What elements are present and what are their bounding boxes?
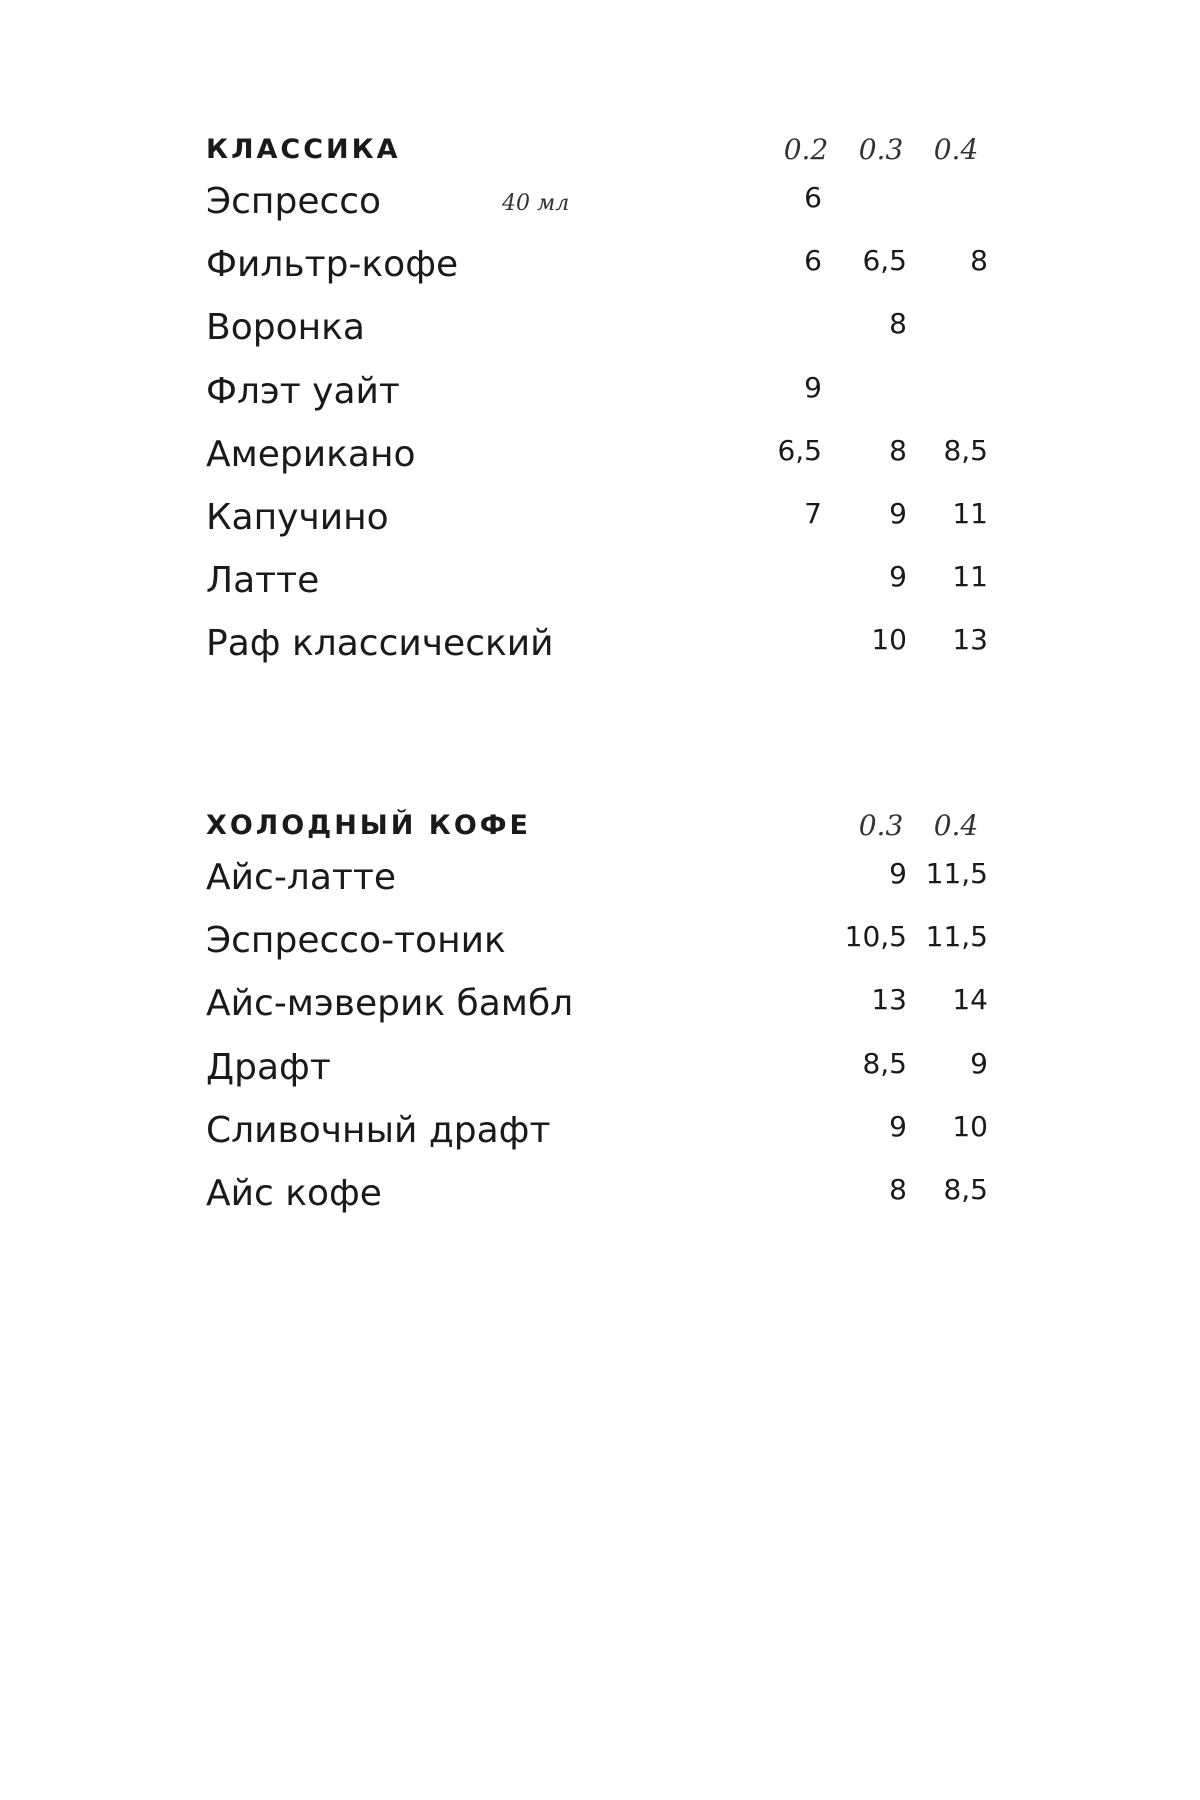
item-price: 6 bbox=[804, 181, 822, 214]
item-price: 8 bbox=[970, 244, 988, 278]
item-price: 10 bbox=[871, 623, 907, 657]
item-price: 8,5 bbox=[943, 433, 988, 467]
item-price: 6,5 bbox=[777, 433, 822, 467]
item-price: 9 bbox=[889, 1109, 907, 1143]
menu-item bbox=[206, 1101, 1026, 1164]
item-price: 10 bbox=[952, 1109, 988, 1143]
item-price: 11 bbox=[952, 496, 988, 530]
menu-item bbox=[206, 172, 1026, 235]
item-price: 11 bbox=[952, 560, 988, 594]
menu-item bbox=[206, 298, 1026, 361]
menu-item bbox=[206, 551, 1026, 614]
item-price: 13 bbox=[952, 623, 988, 657]
item-name: Эспрессо-тоник bbox=[206, 920, 506, 962]
item-price: 8 bbox=[889, 1172, 907, 1206]
item-name: Фильтр-кофе bbox=[206, 244, 459, 286]
section-title: ХОЛОДНЫЙ КОФЕ bbox=[206, 810, 532, 841]
item-name: Флэт уайт bbox=[206, 370, 400, 412]
item-price: 8,5 bbox=[862, 1046, 907, 1080]
item-name: Латте bbox=[206, 560, 320, 602]
size-label: 0.4 bbox=[933, 809, 979, 842]
menu-item bbox=[206, 614, 1026, 677]
item-price: 11,5 bbox=[925, 920, 988, 954]
menu-item-list bbox=[206, 172, 1026, 678]
item-name: Айс кофе bbox=[206, 1172, 382, 1214]
size-label: 0.4 bbox=[933, 133, 979, 166]
item-name: Раф классический bbox=[206, 623, 554, 665]
menu-item bbox=[206, 362, 1026, 425]
item-name: Айс-мэверик бамбл bbox=[206, 983, 574, 1025]
section-header bbox=[206, 128, 1026, 172]
size-label: 0.3 bbox=[858, 809, 904, 842]
item-name: Сливочный драфт bbox=[206, 1109, 551, 1151]
menu-item bbox=[206, 848, 1026, 911]
item-price: 6,5 bbox=[862, 244, 907, 278]
section-title: КЛАССИКА bbox=[206, 134, 401, 165]
item-name: Айс-латте bbox=[206, 857, 396, 898]
item-price: 7 bbox=[804, 496, 822, 530]
item-price: 9 bbox=[889, 560, 907, 594]
menu-item bbox=[206, 974, 1026, 1037]
item-name: Воронка bbox=[206, 307, 365, 349]
item-name: Капучино bbox=[206, 496, 389, 538]
size-label: 0.2 bbox=[783, 133, 829, 166]
item-name: Эспрессо bbox=[206, 181, 382, 222]
item-price: 14 bbox=[952, 983, 988, 1017]
item-price: 9 bbox=[970, 1046, 988, 1080]
section-classic bbox=[206, 128, 1026, 678]
item-price: 9 bbox=[804, 370, 822, 404]
section-cold-coffee bbox=[206, 804, 1026, 1227]
menu-item bbox=[206, 488, 1026, 551]
menu-item bbox=[206, 1164, 1026, 1227]
item-price: 9 bbox=[889, 496, 907, 530]
item-name: Американо bbox=[206, 433, 416, 475]
item-price: 8 bbox=[889, 433, 907, 467]
item-price: 6 bbox=[804, 244, 822, 278]
menu-item bbox=[206, 235, 1026, 298]
menu-item bbox=[206, 425, 1026, 488]
item-price: 8 bbox=[889, 307, 907, 341]
item-price: 10,5 bbox=[844, 920, 907, 954]
item-price: 8,5 bbox=[943, 1172, 988, 1206]
menu-item bbox=[206, 1038, 1026, 1101]
section-header bbox=[206, 804, 1026, 848]
menu-item-list bbox=[206, 848, 1026, 1227]
item-price: 9 bbox=[889, 857, 907, 890]
item-price: 11,5 bbox=[925, 857, 988, 890]
item-price: 13 bbox=[871, 983, 907, 1017]
menu-item bbox=[206, 911, 1026, 974]
item-name: Драфт bbox=[206, 1046, 331, 1088]
item-volume-note: 40 мл bbox=[502, 191, 570, 216]
size-label: 0.3 bbox=[858, 133, 904, 166]
